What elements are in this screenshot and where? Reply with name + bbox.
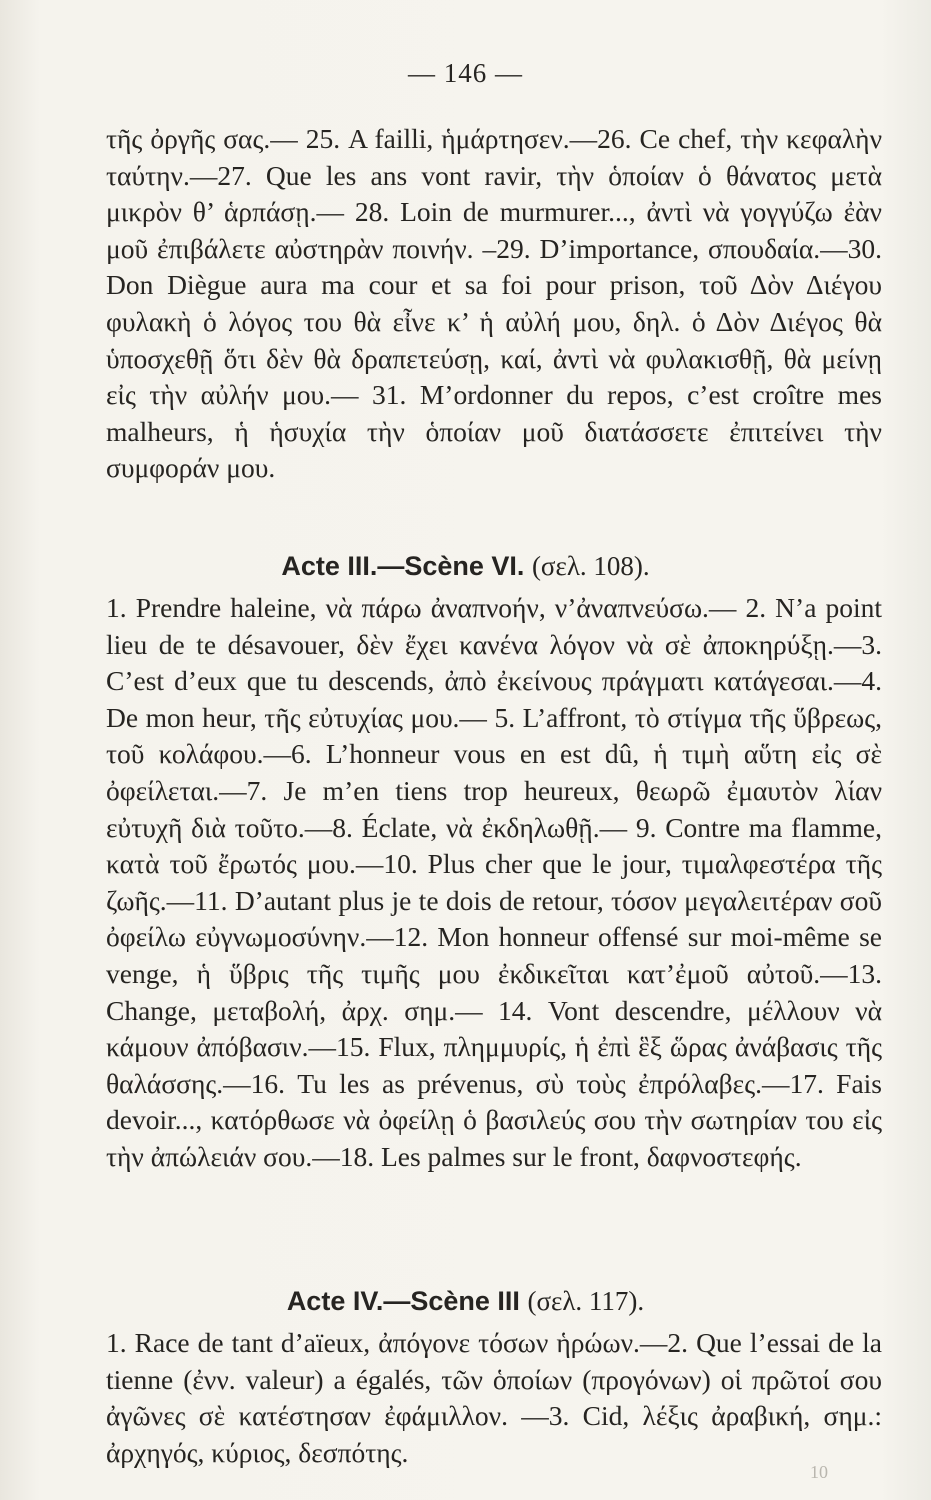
scene-heading-act-4: [0, 1286, 931, 1317]
scene-heading-label: Acte III.—Scène VI.: [281, 551, 525, 581]
notes-paragraph-2: 1. Prendre haleine, νὰ πάρω ἀναπνοήν, ν’ἀναπνεύσω.— 2. N’a point lieu de te désavouer, δὲν ἔχει κανένα λόγον νὰ σὲ ἀποκηρύξῃ.—3. C’est d’eux que tu descends, ἀπὸ ἐκείνους πράγματι κατάγεσαι.—4. De mon heur, τῆς εὐτυχίας μου.— 5. L’affront, τὸ στίγμα τῆς ὕβρεως, τοῦ κολάφου.—6. L’honneur vous en est dû, ἡ τιμὴ αὕτη εἰς σὲ ὀφείλεται.—7. Je m’en tiens trop heureux, θεωρῶ ἐμαυτὸν λίαν εὐτυχῆ διὰ τοῦτο.—8. Éclate, νὰ ἐκδηλωθῇ.— 9. Contre ma flamme, κατὰ τοῦ ἔρωτός μου.—10. Plus cher que le jour, τιμαλφεστέρα τῆς ζωῆς.—11. D’autant plus je te dois de retour, τόσον μεγαλειτέραν σοῦ ὀφείλω εὐγνωμοσύνην.—12. Mon honneur offensé sur moi-même se venge, ἡ ὕβρις τῆς τιμῆς μου ἐκδικεῖται κατ’ἐμοῦ αὐτοῦ.—13. Change, μεταβολή, ἀρχ. σημ.— 14. Vont descendre, μέλλουν νὰ κάμουν ἀπόβασιν.—15. Flux, πλημμυρίς, ἡ ἐπὶ ἓξ ὥρας ἀνάβασις τῆς θαλάσσης.—16. Tu les as prévenus, σὺ τοὺς ἐπρόλαβες.—17. Fais devoir..., κατόρθωσε νὰ ὀφείλῃ ὁ βασιλεύς σου τὴν σωτηρίαν του εἰς τὴν ἀπώλειάν σου.—18. Les palmes sur le front, δαφνοστεφής.: [106, 592, 882, 1172]
scene-heading-ref: (σελ. 108).: [531, 551, 650, 581]
notes-paragraph-3: 1. Race de tant d’aïeux, ἀπόγονε τόσων ἡρώων.—2. Que l’essai de la tienne (ἐνν. valeur) a égalés, τῶν ὁποίων (προγόνων) οἱ πρῶτοί σου ἀγῶνες σὲ κατέστησαν ἐφάμιλλον. —3. Cid, λέξις ἀραβική, σημ.: ἀρχηγός, κύριος, δεσπότης.: [106, 1327, 882, 1468]
notes-paragraph-1: τῆς ὀργῆς σας.— 25. A failli, ἡμάρτησεν.—26. Ce chef, τὴν κεφαλὴν ταύτην.—27. Que les ans vont ravir, τὴν ὁποίαν ὁ θάνατος μετὰ μικρὸν θ’ ἁρπάσῃ.— 28. Loin de murmurer..., ἀντὶ νὰ γογγύζω ἐὰν μοῦ ἐπιβάλετε αὐστηρὰν ποινήν. –29. D’importance, σπουδαία.—30. Don Diègue aura ma cour et sa foi pour prison, τοῦ Δὸν Διέγου φυλακὴ ὁ λόγος του θὰ εἶνε κ’ ἡ αὐλή μου, δηλ. ὁ Δὸν Διέγος θὰ ὑποσχεθῇ ὅτι δὲν θὰ δραπετεύσῃ, καί, ἀντὶ νὰ φυλακισθῇ, θὰ μείνῃ εἰς τὴν αὐλήν μου.— 31. M’ordonner du repos, c’est croître mes malheurs, ἡ ἡσυχία τὴν ὁποίαν μοῦ διατάσσετε ἐπιτείνει τὴν συμφοράν μου.: [106, 123, 882, 484]
scene-heading-ref: (σελ. 117).: [527, 1286, 645, 1316]
page-number: — 146 —: [408, 58, 523, 88]
scene-heading-label: Acte IV.—Scène III: [286, 1286, 520, 1316]
bleed-through-mark: 10: [810, 1462, 828, 1482]
scene-heading-act-3: [0, 551, 931, 582]
